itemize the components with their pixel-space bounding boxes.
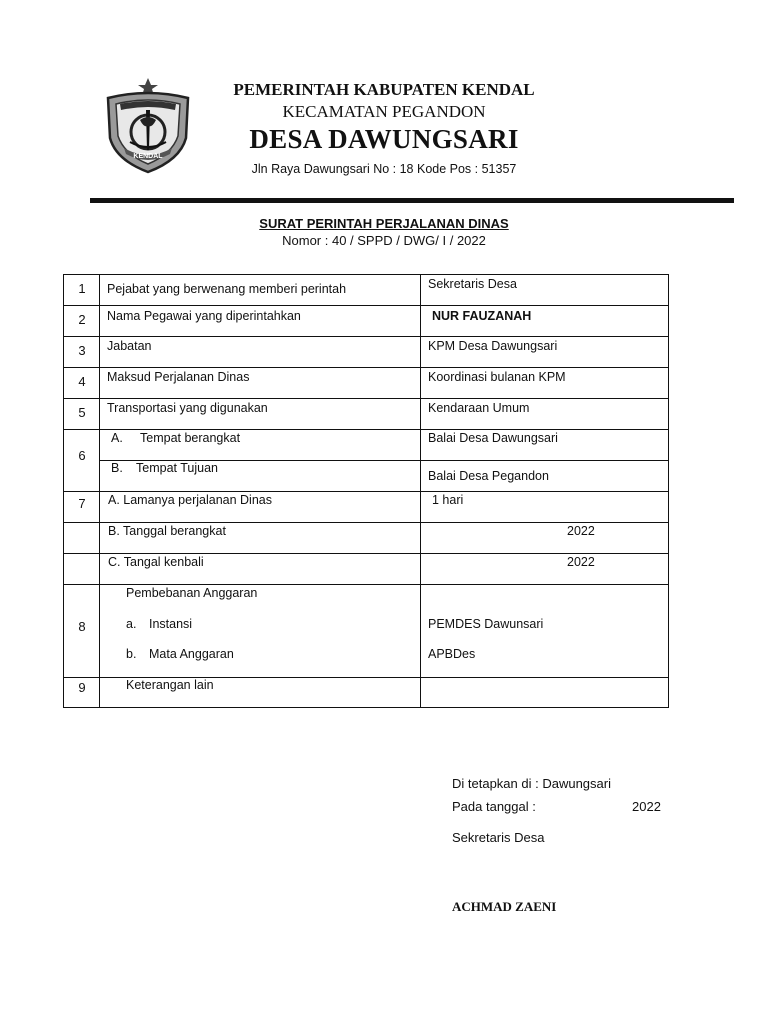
row-divider <box>64 367 668 368</box>
row-number: 3 <box>78 343 86 358</box>
row-value: Sekretaris Desa <box>428 277 517 291</box>
address-line: Jln Raya Dawungsari No : 18 Kode Pos : 51357 <box>251 162 517 176</box>
row-label: Maksud Perjalanan Dinas <box>107 370 250 384</box>
row-value: 1 hari <box>432 493 464 507</box>
signatory-position: Sekretaris Desa <box>452 830 545 845</box>
row-divider <box>64 305 668 306</box>
row-number: 4 <box>78 374 86 389</box>
row-sub-marker: b. <box>126 647 137 661</box>
row-value: Balai Desa Dawungsari <box>428 431 558 445</box>
row-value: Koordinasi bulanan KPM <box>428 370 566 384</box>
row-number: 7 <box>78 496 86 511</box>
row-divider <box>64 398 668 399</box>
row-number: 1 <box>78 281 86 296</box>
row-label: Nama Pegawai yang diperintahkan <box>107 309 301 323</box>
row-sub-label: B. Tanggal berangkat <box>108 524 226 538</box>
row-number: 2 <box>78 312 86 327</box>
row-sub-label: Mata Anggaran <box>149 647 234 661</box>
row-value: Balai Desa Pegandon <box>428 469 549 483</box>
row-sub-label: Tempat berangkat <box>140 431 241 445</box>
row-divider <box>64 336 668 337</box>
issued-date-year: 2022 <box>632 799 661 814</box>
row-value: APBDes <box>428 647 476 661</box>
row-label: Keterangan lain <box>126 678 214 692</box>
row-value: Kendaraan Umum <box>428 401 530 415</box>
row-label: Pejabat yang berwenang memberi perintah <box>107 282 347 296</box>
row-value: PEMDES Dawunsari <box>428 617 544 631</box>
government-name: PEMERINTAH KABUPATEN KENDAL <box>233 80 535 99</box>
row-value: 2022 <box>567 555 595 569</box>
row-label: Pembebanan Anggaran <box>126 586 258 600</box>
issued-place: Di tetapkan di : Dawungsari <box>452 776 611 791</box>
row-value: 2022 <box>567 524 595 538</box>
row-label: Jabatan <box>107 339 152 353</box>
issued-date-label: Pada tanggal : <box>452 799 536 814</box>
row-sub-marker: a. <box>126 617 137 631</box>
row-sub-label: A. Lamanya perjalanan Dinas <box>108 493 272 507</box>
row-value: NUR FAUZANAH <box>432 309 532 323</box>
row-sub-label: Tempat Tujuan <box>136 461 218 475</box>
emblem-text: KENDAL <box>133 153 163 160</box>
row-number: 8 <box>78 619 86 634</box>
village-name: DESA DAWUNGSARI <box>249 124 519 154</box>
letterhead-divider <box>90 198 734 203</box>
document-number: Nomor : 40 / SPPD / DWG/ I / 2022 <box>282 233 486 248</box>
row-sub-marker: B. <box>111 461 123 475</box>
row-sub-label: Instansi <box>149 617 193 631</box>
row-value: KPM Desa Dawungsari <box>428 339 558 353</box>
document-title: SURAT PERINTAH PERJALANAN DINAS <box>259 216 509 231</box>
signatory-name: ACHMAD ZAENI <box>452 899 557 914</box>
row-number: 5 <box>78 405 86 420</box>
row-label: Transportasi yang digunakan <box>107 401 268 415</box>
row-sub-marker: A. <box>111 431 123 445</box>
row-number: 6 <box>78 448 86 463</box>
row-sub-label: C. Tangal kenbali <box>108 555 204 569</box>
travel-order-table <box>63 274 669 708</box>
district-name: KECAMATAN PEGANDON <box>282 102 486 121</box>
row-number: 9 <box>78 680 86 695</box>
